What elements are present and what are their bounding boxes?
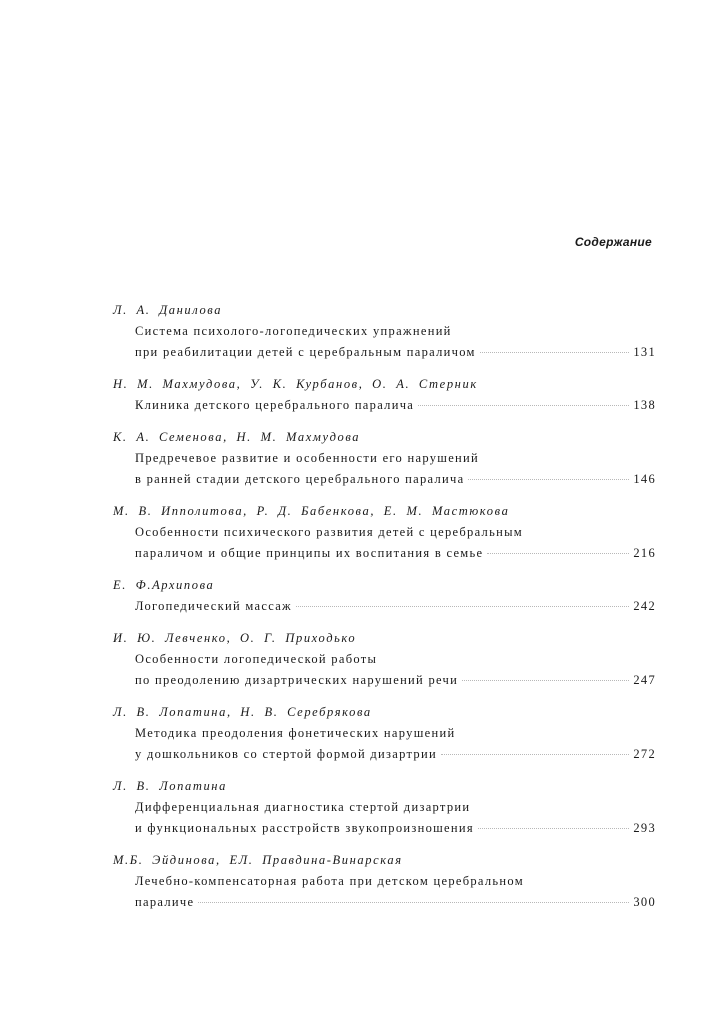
entry-authors: Л. А. Данилова xyxy=(113,303,223,317)
page-number: 300 xyxy=(633,895,656,909)
entry-title-last-line xyxy=(113,342,656,363)
page-number: 247 xyxy=(633,673,656,687)
dot-leader xyxy=(478,828,629,829)
entry-title-last-line xyxy=(113,469,656,490)
entry-authors: К. А. Семенова, Н. М. Махмудова xyxy=(113,430,361,444)
toc-entry xyxy=(113,500,656,564)
dot-leader xyxy=(418,405,629,406)
entry-title-text: при реабилитации детей с церебральным параличом xyxy=(135,345,476,359)
toc-entry xyxy=(113,627,656,691)
entry-title-line: Система психолого-логопедических упражнений xyxy=(135,324,452,338)
toc-entry xyxy=(113,574,656,617)
dot-leader xyxy=(462,680,629,681)
entry-title-text: Клиника детского церебрального паралича xyxy=(135,398,415,412)
toc-entry xyxy=(113,701,656,765)
entry-title-last-line xyxy=(113,596,656,617)
dot-leader xyxy=(296,606,629,607)
entry-title-last-line xyxy=(113,892,656,913)
entry-title-text: у дошкольников со стертой формой дизартрии xyxy=(135,747,437,761)
entry-authors: Н. М. Махмудова, У. К. Курбанов, О. А. Стерник xyxy=(113,377,478,391)
entry-title-last-line xyxy=(113,395,656,416)
toc-entry xyxy=(113,849,656,913)
dot-leader xyxy=(468,479,629,480)
page-number: 242 xyxy=(633,599,656,613)
entry-title-last-line xyxy=(113,744,656,765)
entry-title-line: Особенности психического развития детей с церебральным xyxy=(135,525,523,539)
page-number: 293 xyxy=(633,821,656,835)
toc-entry xyxy=(113,426,656,490)
toc-entry xyxy=(113,775,656,839)
entry-title-line: Предречевое развитие и особенности его нарушений xyxy=(135,451,480,465)
entry-title-text: Логопедический массаж xyxy=(135,599,292,613)
page-title: Содержание xyxy=(574,235,652,249)
entry-title-text: в ранней стадии детского церебрального паралича xyxy=(135,472,465,486)
entry-title-last-line xyxy=(113,670,656,691)
entry-authors: И. Ю. Левченко, О. Г. Приходько xyxy=(113,631,357,645)
entry-authors: Л. В. Лопатина xyxy=(113,779,227,793)
entry-title-last-line xyxy=(113,818,656,839)
page-number: 138 xyxy=(633,398,656,412)
page-number: 146 xyxy=(633,472,656,486)
entry-authors: Е. Ф.Архипова xyxy=(113,578,215,592)
entry-title-text: по преодолению дизартрических нарушений речи xyxy=(135,673,459,687)
entry-title-last-line xyxy=(113,543,656,564)
entry-title-text: параличе xyxy=(135,895,195,909)
entry-title-line: Дифференциальная диагностика стертой дизартрии xyxy=(135,800,471,814)
dot-leader xyxy=(198,902,629,903)
entry-authors: Л. В. Лопатина, Н. В. Серебрякова xyxy=(113,705,372,719)
entry-title-line: Особенности логопедической работы xyxy=(135,652,378,666)
entry-authors: М.Б. Эйдинова, ЕЛ. Правдина-Винарская xyxy=(113,853,403,867)
table-of-contents xyxy=(113,299,656,923)
toc-entry xyxy=(113,299,656,363)
toc-entry xyxy=(113,373,656,416)
page-number: 216 xyxy=(633,546,656,560)
entry-title-text: параличом и общие принципы их воспитания в семье xyxy=(135,546,484,560)
dot-leader xyxy=(487,553,629,554)
page-number: 272 xyxy=(633,747,656,761)
entry-title-line: Лечебно-компенсаторная работа при детском церебральном xyxy=(135,874,524,888)
dot-leader xyxy=(480,352,630,353)
page-number: 131 xyxy=(633,345,656,359)
dot-leader xyxy=(441,754,629,755)
entry-title-text: и функциональных расстройств звукопроизношения xyxy=(135,821,474,835)
entry-authors: М. В. Ипполитова, Р. Д. Бабенкова, Е. М. Мастюкова xyxy=(113,504,510,518)
entry-title-line: Методика преодоления фонетических нарушений xyxy=(135,726,456,740)
